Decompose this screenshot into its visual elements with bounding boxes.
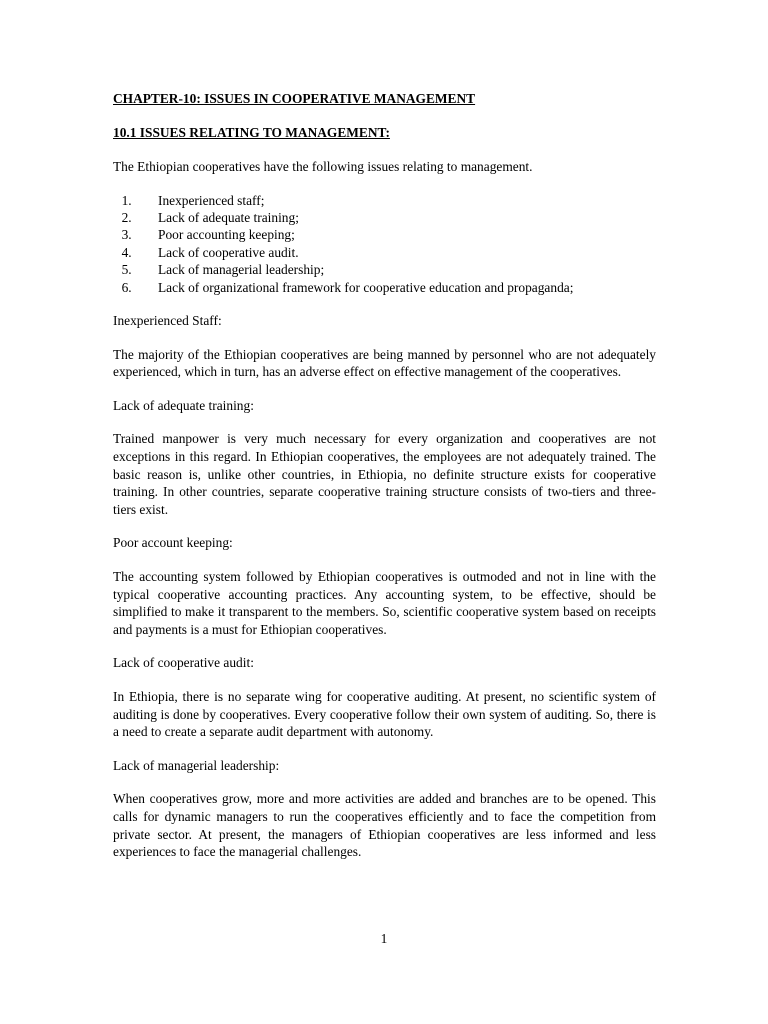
page-number: 1: [380, 931, 388, 946]
chapter-title: CHAPTER-10: ISSUES IN COOPERATIVE MANAGEMENT: [113, 91, 476, 106]
list-item: 6. Lack of organizational framework for cooperative education and propaganda;: [135, 279, 656, 296]
section-heading-audit: Lack of cooperative audit:: [113, 655, 254, 671]
section-body-inexperienced-staff: The majority of the Ethiopian cooperatives are being manned by personnel who are not adequately experienced, which in turn, has an adverse effect on effective management of the cooperatives.: [113, 346, 656, 380]
section-body-leadership: When cooperatives grow, more and more activities are added and branches are to be opened. This calls for dynamic managers to run the cooperatives efficiently and to face the competition from private sector. At present, the managers of Ethiopian cooperatives are less informed and less experiences to face the managerial challenges.: [113, 791, 656, 860]
intro-paragraph: The Ethiopian cooperatives have the following issues relating to management.: [113, 159, 533, 174]
section-body-training: Trained manpower is very much necessary for every organization and cooperatives are not exceptions in this regard. In Ethiopian cooperatives, the employees are not adequately trained. The basic reason is, unlike other countries, in Ethiopia, no definite structure exists for cooperative training. In other countries, separate cooperative training structure consists of two-tiers and three-tiers exist.: [113, 431, 656, 517]
issues-list: [113, 192, 656, 296]
section-body-audit: In Ethiopia, there is no separate wing for cooperative auditing. At present, no scientific system of auditing is done by cooperatives. Every cooperative follow their own system of auditing. So, there is a need to create a separate audit department with autonomy.: [113, 688, 656, 740]
document-page: [113, 90, 656, 861]
section-heading-account-keeping: Poor account keeping:: [113, 535, 233, 551]
section-heading-training: Lack of adequate training:: [113, 397, 254, 413]
section-title: 10.1 ISSUES RELATING TO MANAGEMENT:: [113, 125, 390, 140]
list-item: 5. Lack of managerial leadership;: [135, 261, 656, 278]
section-heading-leadership: Lack of managerial leadership:: [113, 757, 280, 773]
section-heading-inexperienced-staff: Inexperienced Staff:: [113, 313, 222, 329]
list-item: 2. Lack of adequate training;: [135, 209, 656, 226]
section-body-account-keeping: The accounting system followed by Ethiopian cooperatives is outmoded and not in line with the typical cooperative accounting practices. Any accounting system, to be effective, should be simplified to make it transparent to the members. So, scientific cooperative system based on receipts and payments is a must for Ethiopian cooperatives.: [113, 568, 656, 637]
list-item: 4. Lack of cooperative audit.: [135, 244, 656, 261]
list-item: 1. Inexperienced staff;: [135, 192, 656, 209]
list-item: 3. Poor accounting keeping;: [135, 226, 656, 243]
